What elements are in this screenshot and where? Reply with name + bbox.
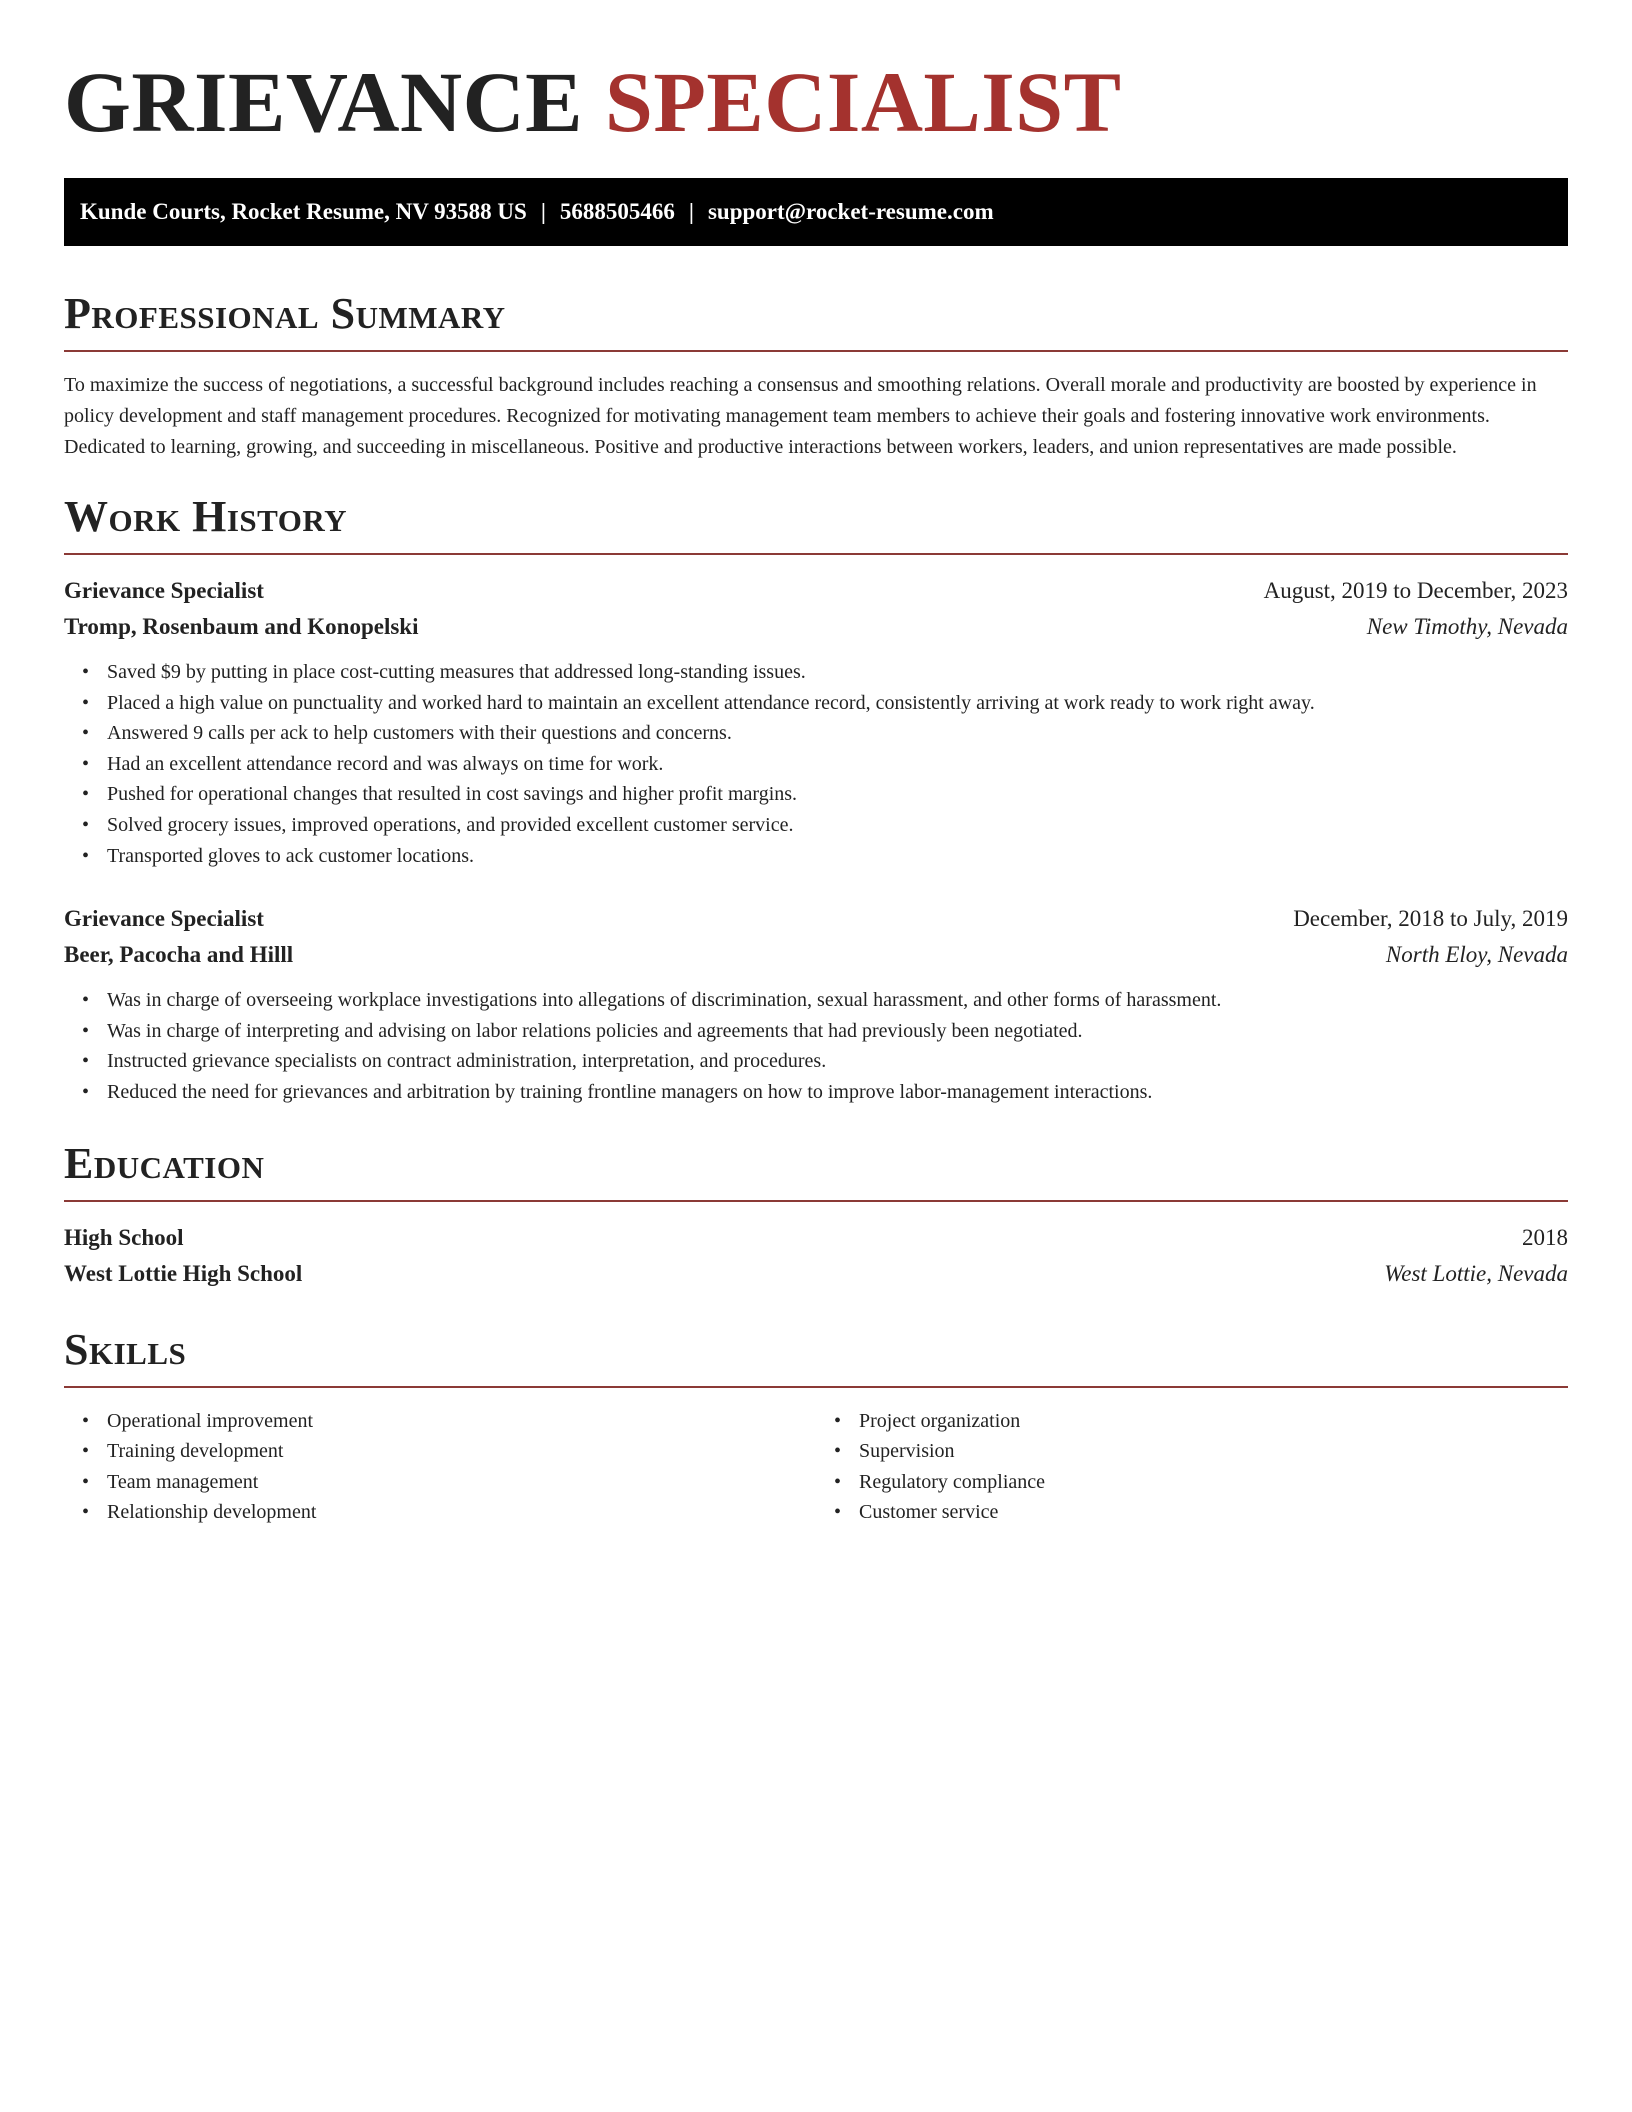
job-entry	[64, 573, 1568, 871]
job-role: Grievance Specialist	[64, 578, 264, 603]
job-duties-list	[64, 657, 1568, 871]
skill-item: • Team management	[107, 1467, 816, 1498]
contact-email: support@rocket-resume.com	[707, 199, 994, 224]
section-divider	[64, 1200, 1568, 1202]
education-year: 2018	[1522, 1224, 1568, 1250]
job-duty-item: • Saved $9 by putting in place cost-cutting measures that addressed long-standing issues.	[107, 657, 1568, 688]
education-school-row	[64, 1256, 1568, 1292]
education-header-row	[64, 1220, 1568, 1256]
job-location: North Eloy, Nevada	[1385, 942, 1568, 968]
skill-item: • Regulatory compliance	[859, 1467, 1568, 1498]
job-role: Grievance Specialist	[64, 906, 264, 932]
skill-item: • Project organization	[859, 1406, 1568, 1437]
contact-separator: |	[688, 199, 694, 224]
job-duty-item: • Was in charge of interpreting and advising on labor relations policies and agreements that had previously been negotiated.	[107, 1016, 1568, 1047]
job-dates: August, 2019 to December, 2023	[1263, 578, 1568, 603]
section-divider	[64, 553, 1568, 555]
job-company: Tromp, Rosenbaum and Konopelski	[64, 614, 419, 639]
job-duty-item: • Solved grocery issues, improved operations, and provided excellent customer service.	[107, 810, 1568, 841]
summary-text: To maximize the success of negotiations, a successful background includes reaching a consensus and smoothing relations. Overall morale and productivity are boosted by experience in policy development and staff management procedures. Recognized for motivating management team members to achieve their goals and fostering innovative work environments. Dedicated to learning, growing, and succeeding in miscellaneous. Positive and productive interactions between workers, leaders, and union representatives are made possible.	[64, 374, 1537, 458]
education-heading: Education	[64, 1138, 265, 1188]
job-company: Beer, Pacocha and Hilll	[64, 942, 294, 968]
section-divider	[64, 1386, 1568, 1388]
job-duty-item: • Instructed grievance specialists on contract administration, interpretation, and procedures.	[107, 1046, 1568, 1077]
summary-heading: Professional Summary	[64, 289, 506, 338]
section-divider	[64, 350, 1568, 352]
summary-section	[64, 288, 1568, 463]
skill-item: • Training development	[107, 1436, 816, 1467]
skills-list-right	[816, 1406, 1568, 1528]
education-degree: High School	[64, 1224, 184, 1250]
job-header-row	[64, 573, 1568, 609]
job-duty-item: • Placed a high value on punctuality and worked hard to maintain an excellent attendance record, consistently arriving at work ready to work right away.	[107, 688, 1568, 719]
job-location: New Timothy, Nevada	[1366, 614, 1568, 639]
title-first-word: GRIEVANCE	[64, 54, 584, 150]
education-location: West Lottie, Nevada	[1384, 1260, 1568, 1286]
skills-columns	[64, 1406, 1568, 1528]
skill-item: • Customer service	[859, 1497, 1568, 1528]
work-history-section	[64, 491, 1568, 1108]
skills-heading: Skills	[64, 1324, 187, 1374]
skill-item: • Operational improvement	[107, 1406, 816, 1437]
skill-item: • Relationship development	[107, 1497, 816, 1528]
skills-list-left	[64, 1406, 816, 1528]
job-duty-item: • Reduced the need for grievances and arbitration by training frontline managers on how to improve labor-management interactions.	[107, 1077, 1568, 1108]
title-second-word: SPECIALIST	[605, 54, 1122, 150]
contact-phone: 5688505466	[559, 199, 675, 224]
job-company-row	[64, 609, 1568, 645]
job-header-row	[64, 901, 1568, 937]
contact-bar	[64, 178, 1568, 246]
education-school: West Lottie High School	[64, 1260, 303, 1286]
job-company-row	[64, 937, 1568, 973]
education-section	[64, 1138, 1568, 1292]
job-duty-item: • Transported gloves to ack customer locations.	[107, 841, 1568, 872]
work-history-heading: Work History	[64, 492, 348, 541]
job-dates: December, 2018 to July, 2019	[1293, 906, 1568, 932]
job-entry	[64, 901, 1568, 1107]
contact-separator: |	[540, 199, 546, 224]
skills-section	[64, 1324, 1568, 1528]
candidate-title	[64, 52, 1568, 152]
job-duty-item: • Pushed for operational changes that resulted in cost savings and higher profit margins.	[107, 779, 1568, 810]
job-duty-item: • Had an excellent attendance record and was always on time for work.	[107, 749, 1568, 780]
skill-item: • Supervision	[859, 1436, 1568, 1467]
contact-address: Kunde Courts, Rocket Resume, NV 93588 US	[80, 199, 527, 224]
job-duties-list	[64, 985, 1568, 1107]
job-duty-item: • Answered 9 calls per ack to help customers with their questions and concerns.	[107, 718, 1568, 749]
job-duty-item: • Was in charge of overseeing workplace investigations into allegations of discrimination, sexual harassment, and other forms of harassment.	[107, 985, 1568, 1016]
